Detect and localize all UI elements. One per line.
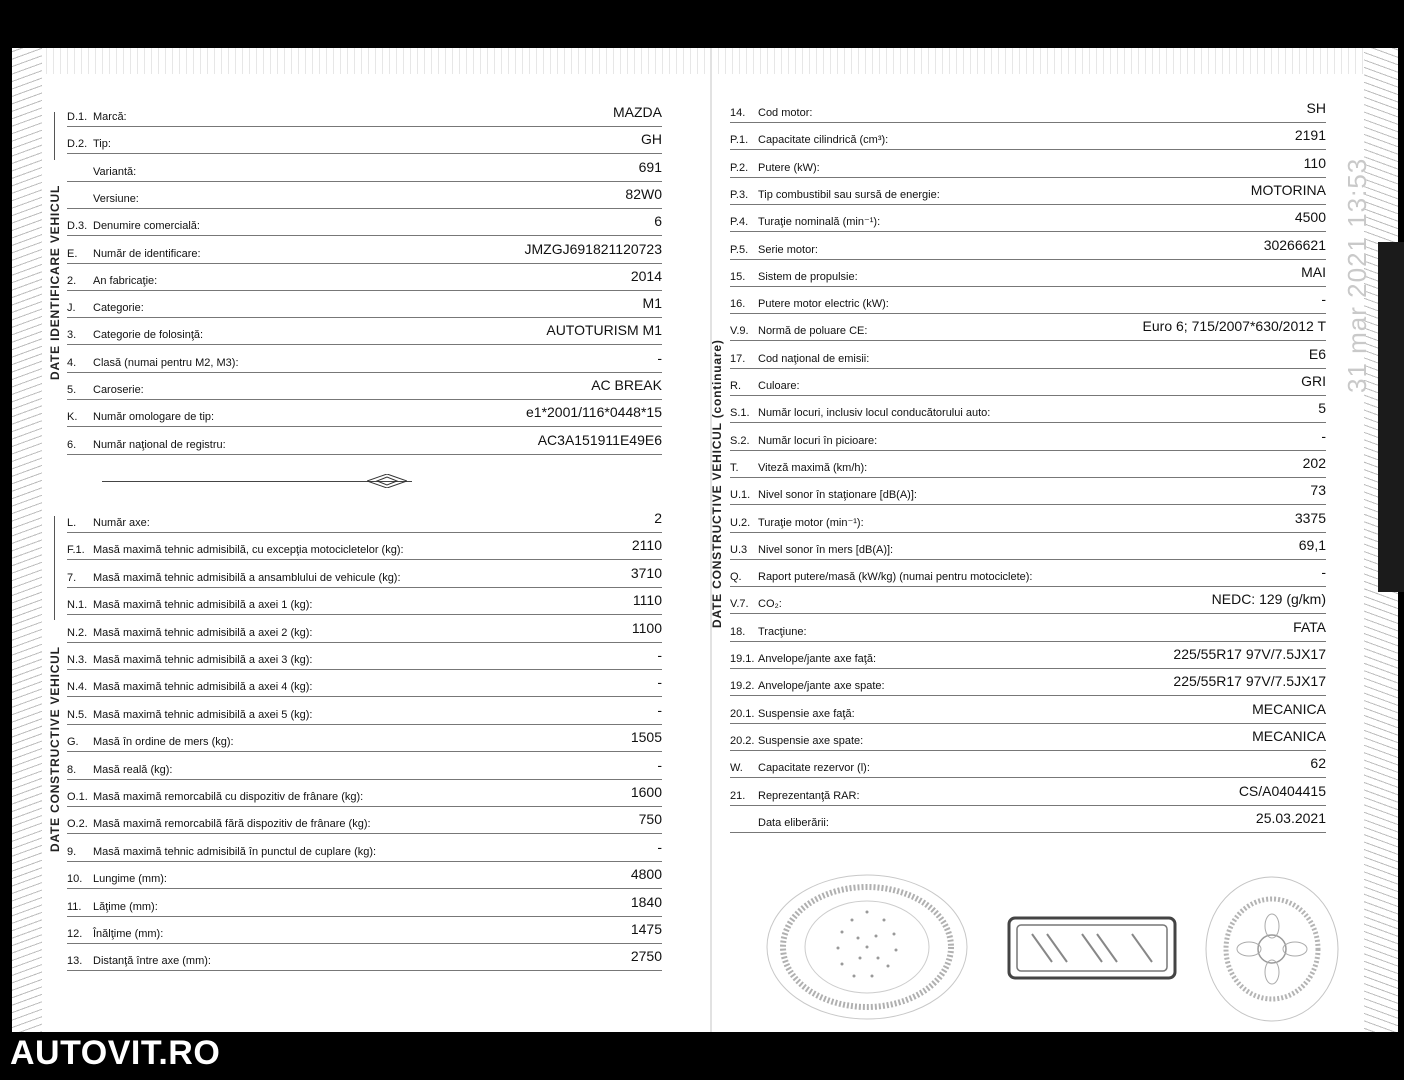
field-row: [67, 348, 662, 373]
field-label: Cod motor:: [758, 107, 813, 119]
field-code: 18.: [730, 625, 746, 638]
field-label: Număr de identificare:: [93, 247, 201, 260]
field-value: JMZGJ691821120723: [524, 240, 662, 257]
ornament-line: [102, 481, 412, 482]
field-row: [67, 919, 662, 944]
field-row: [730, 125, 1326, 150]
field-row: [67, 864, 662, 889]
field-row: [730, 808, 1326, 833]
field-value: 5: [1318, 400, 1326, 417]
field-code: P.4.: [730, 216, 749, 229]
field-code: 17.: [730, 352, 746, 365]
field-row: [730, 644, 1326, 669]
field-value: 225/55R17 97V/7.5JX17: [1173, 646, 1326, 662]
field-value: -: [657, 674, 662, 691]
field-value: -: [657, 349, 662, 366]
field-value: 3375: [1294, 509, 1326, 526]
field-label: Raport putere/masă (kW/kg) (numai pentru motociclete):: [758, 571, 1033, 584]
field-label: Număr omologare de tip:: [93, 411, 215, 424]
field-code: 12.: [67, 928, 83, 940]
section-title-continuare: DATE CONSTRUCTIVE VEHICUL (continuare): [710, 339, 724, 628]
field-code: 16.: [730, 298, 746, 311]
field-value: 2110: [631, 537, 662, 554]
field-label: Lăţime (mm):: [93, 900, 158, 913]
field-row: [730, 617, 1326, 642]
field-row: [730, 726, 1326, 751]
field-code: 19.1.: [730, 653, 755, 665]
field-row: [67, 102, 662, 127]
field-row: [67, 782, 662, 807]
field-code: 10.: [67, 873, 83, 886]
field-label: Caroserie:: [93, 384, 144, 396]
field-row: [67, 618, 662, 643]
field-code: V.9.: [730, 325, 749, 338]
field-code: D.2.: [67, 138, 88, 151]
field-code: K.: [67, 411, 78, 424]
field-row: [730, 207, 1326, 232]
field-label: Masă maximă tehnic admisibilă, cu excepţia motocicletelor (kg):: [93, 544, 404, 557]
field-code: U.2.: [730, 516, 751, 529]
field-label: Versiune:: [93, 192, 139, 205]
field-code: J.: [67, 302, 76, 315]
field-label: Anvelope/jante axe spate:: [758, 680, 885, 693]
field-value: AUTOTURISM M1: [546, 322, 662, 339]
field-label: Viteză maximă (km/h):: [758, 461, 868, 474]
field-row: [730, 453, 1326, 478]
field-row: [730, 180, 1326, 205]
field-label: Clasă (numai pentru M2, M3):: [93, 356, 239, 369]
field-code: S.1.: [730, 407, 750, 420]
rosette-seal-icon: [1202, 874, 1342, 1024]
field-label: Serie motor:: [758, 243, 818, 256]
field-code: E.: [67, 247, 78, 260]
field-code: N.1.: [67, 599, 88, 612]
field-code: 4.: [67, 356, 77, 369]
field-label: Număr naţional de registru:: [93, 438, 226, 451]
field-row: [730, 753, 1326, 778]
field-value: -: [1321, 564, 1326, 581]
field-row: [67, 892, 662, 917]
field-row: [67, 563, 662, 588]
field-label: Turaţie nominală (min⁻¹):: [758, 216, 881, 229]
field-value: 1840: [630, 893, 662, 910]
field-row: [67, 645, 662, 670]
field-code: 21.: [730, 789, 746, 802]
rar-stamp-icon: [1007, 916, 1177, 980]
field-value: 82W0: [625, 185, 662, 202]
field-label: Categorie de folosinţă:: [93, 329, 204, 342]
field-code: O.2.: [67, 818, 88, 831]
field-code: 2.: [67, 274, 77, 287]
field-label: CO₂:: [758, 598, 782, 611]
field-code: W.: [730, 762, 743, 775]
field-value: AC BREAK: [591, 377, 662, 393]
field-label: Tip combustibil sau sursă de energie:: [758, 188, 940, 201]
field-value: MAZDA: [613, 104, 662, 120]
field-row: [67, 402, 662, 427]
field-row: [67, 672, 662, 697]
field-code: O.1.: [67, 791, 88, 803]
field-label: Nivel sonor în mers [dB(A)]:: [758, 543, 894, 556]
field-label: Masă maximă tehnic admisibilă a axei 1 (kg):: [93, 599, 313, 612]
field-row: [730, 289, 1326, 314]
field-row: [730, 671, 1326, 696]
field-value: 202: [1302, 454, 1326, 471]
field-code: 19.2.: [730, 680, 755, 693]
field-row: [67, 184, 662, 209]
field-row: [730, 535, 1326, 560]
field-code: N.5.: [67, 708, 88, 721]
field-label: Tip:: [93, 138, 111, 151]
field-value: NEDC: 129 (g/km): [1211, 591, 1326, 608]
ornament-diamond-icon: [367, 474, 407, 488]
field-code: 13.: [67, 955, 83, 968]
field-row: [67, 590, 662, 615]
field-row: [730, 398, 1326, 423]
field-value: 691: [638, 158, 662, 175]
field-value: SH: [1306, 100, 1326, 116]
field-label: Suspensie axe faţă:: [758, 707, 855, 720]
field-label: Număr locuri, inclusiv locul conducătorului auto:: [758, 407, 991, 420]
field-label: Masă maximă tehnic admisibilă a axei 5 (kg):: [93, 708, 313, 721]
field-code: P.2.: [730, 161, 749, 174]
field-code: Q.: [730, 571, 742, 584]
field-value: 30266621: [1263, 236, 1326, 253]
field-code: V.7.: [730, 598, 749, 611]
field-row: [730, 699, 1326, 724]
field-label: Număr locuri în picioare:: [758, 434, 878, 447]
field-row: [730, 98, 1326, 123]
field-label: Număr axe:: [93, 517, 150, 529]
field-label: Denumire comercială:: [93, 220, 200, 233]
field-label: Înălţime (mm):: [93, 928, 164, 940]
field-row: [730, 371, 1326, 396]
field-code: G.: [67, 736, 79, 749]
field-code: F.1.: [67, 544, 85, 557]
field-code: U.1.: [730, 489, 751, 502]
field-value: MOTORINA: [1250, 181, 1326, 198]
field-row: [67, 700, 662, 725]
guilloche-top-border: [12, 48, 1398, 74]
field-code: 20.1.: [730, 707, 755, 720]
field-value: 73: [1310, 482, 1326, 499]
field-row: [67, 755, 662, 780]
field-row: [67, 375, 662, 400]
field-row: [67, 430, 662, 455]
field-label: Putere (kW):: [758, 161, 820, 174]
field-label: Masă reală (kg):: [93, 763, 173, 776]
field-label: Masă maximă tehnic admisibilă a axei 2 (kg):: [93, 626, 313, 639]
field-row: [730, 153, 1326, 178]
field-row: [730, 316, 1326, 341]
field-value: GRI: [1301, 373, 1326, 389]
field-label: Turaţie motor (min⁻¹):: [758, 516, 864, 529]
field-row: [67, 508, 662, 533]
field-label: Distanţă între axe (mm):: [93, 955, 211, 968]
field-row: [67, 266, 662, 291]
field-row: [67, 535, 662, 560]
field-code: 5.: [67, 384, 77, 396]
field-code: 14.: [730, 107, 746, 119]
field-row: [730, 426, 1326, 451]
field-value: 1110: [632, 592, 662, 609]
field-value: 6: [654, 213, 662, 230]
photo-timestamp: 31 mar 2021 13:53: [1342, 157, 1372, 393]
field-code: 6.: [67, 438, 77, 451]
field-row: [730, 480, 1326, 505]
field-row: [67, 239, 662, 264]
field-code: 9.: [67, 845, 77, 858]
field-value: 2750: [630, 948, 662, 965]
field-row: [730, 781, 1326, 806]
guilloche-left-border: [12, 48, 42, 1032]
field-value: 1100: [631, 619, 662, 636]
field-code: P.5.: [730, 243, 749, 256]
field-code: 20.2.: [730, 734, 755, 747]
field-label: Masă maximă remorcabilă fără dispozitiv de frânare (kg):: [93, 818, 371, 831]
field-value: 750: [638, 811, 662, 828]
field-code: L.: [67, 517, 77, 529]
registration-document: [12, 48, 1398, 1032]
field-value: 25.03.2021: [1255, 809, 1326, 826]
field-label: Data eliberării:: [758, 816, 829, 829]
field-row: [730, 508, 1326, 533]
field-row: [67, 809, 662, 834]
field-value: E6: [1308, 345, 1326, 362]
field-value: M1: [642, 295, 662, 312]
field-code: S.2.: [730, 434, 750, 447]
field-code: 15.: [730, 270, 746, 283]
field-value: MECANICA: [1252, 727, 1326, 744]
field-value: 2: [654, 510, 662, 526]
field-label: Culoare:: [758, 380, 800, 392]
field-label: Variantă:: [93, 165, 137, 178]
field-value: -: [657, 756, 662, 773]
field-value: FATA: [1293, 618, 1326, 635]
section-title-identificare: DATE IDENTIFICARE VEHICUL: [48, 184, 62, 380]
field-row: [730, 235, 1326, 260]
field-value: 2014: [630, 267, 662, 284]
background-edge: [1378, 242, 1404, 592]
field-value: 62: [1310, 755, 1326, 772]
field-label: Categorie:: [93, 302, 144, 315]
site-watermark: AUTOVIT.RO: [10, 1034, 221, 1072]
field-label: Masă maximă tehnic admisibilă în punctul de cuplare (kg):: [93, 845, 377, 858]
field-row: [730, 344, 1326, 369]
field-value: 69,1: [1298, 536, 1326, 553]
field-code: U.3: [730, 543, 748, 556]
field-row: [67, 293, 662, 318]
field-label: Cod naţional de emisii:: [758, 352, 870, 365]
field-value: 110: [1303, 154, 1326, 171]
field-row: [730, 589, 1326, 614]
field-row: [67, 837, 662, 862]
field-code: N.4.: [67, 681, 88, 694]
field-value: 3710: [630, 564, 662, 581]
field-label: Masă maximă tehnic admisibilă a axei 4 (kg):: [93, 681, 313, 694]
field-label: Lungime (mm):: [93, 873, 167, 886]
section-rule: [54, 112, 55, 160]
field-code: N.3.: [67, 654, 88, 666]
field-value: 4500: [1294, 209, 1326, 226]
field-label: An fabricaţie:: [93, 274, 158, 287]
field-label: Putere motor electric (kW):: [758, 298, 889, 311]
field-code: D.3.: [67, 220, 88, 233]
security-seal-icon: [764, 872, 970, 1022]
section-title-constructive: DATE CONSTRUCTIVE VEHICUL: [48, 646, 62, 852]
field-value: -: [657, 701, 662, 718]
field-label: Masă maximă tehnic admisibilă a axei 3 (kg):: [93, 654, 313, 666]
field-row: [67, 320, 662, 345]
field-code: T.: [730, 461, 739, 474]
field-value: -: [657, 647, 662, 663]
field-label: Reprezentanţă RAR:: [758, 789, 860, 802]
field-value: 2191: [1294, 127, 1326, 144]
field-value: CS/A0404415: [1238, 782, 1326, 799]
field-code: R.: [730, 380, 741, 392]
field-row: [67, 157, 662, 182]
field-code: P.1.: [730, 134, 749, 147]
field-label: Masă în ordine de mers (kg):: [93, 736, 234, 749]
field-value: -: [1321, 427, 1326, 444]
field-row: [67, 946, 662, 971]
field-code: 11.: [67, 900, 82, 913]
field-label: Sistem de propulsie:: [758, 270, 858, 283]
field-code: N.2.: [67, 626, 88, 639]
field-value: -: [657, 838, 662, 855]
field-value: 225/55R17 97V/7.5JX17: [1173, 673, 1326, 690]
field-label: Masă maximă tehnic admisibilă a ansamblului de vehicule (kg):: [93, 571, 401, 584]
field-code: 8.: [67, 763, 77, 776]
field-value: 1475: [630, 921, 662, 937]
field-value: GH: [641, 131, 662, 148]
field-row: [730, 262, 1326, 287]
field-code: 7.: [67, 571, 77, 584]
field-row: [67, 211, 662, 236]
field-label: Masă maximă remorcabilă cu dispozitiv de frânare (kg):: [93, 791, 364, 803]
field-label: Marcă:: [93, 111, 127, 123]
field-label: Normă de poluare CE:: [758, 325, 868, 338]
field-label: Anvelope/jante axe faţă:: [758, 653, 877, 665]
field-row: [67, 727, 662, 752]
field-code: D.1.: [67, 111, 88, 123]
field-value: 1600: [630, 784, 662, 800]
field-value: e1*2001/116*0448*15: [526, 404, 662, 421]
field-value: MECANICA: [1252, 700, 1326, 717]
field-value: 4800: [630, 866, 662, 883]
section-rule: [54, 516, 55, 620]
field-label: Suspensie axe spate:: [758, 734, 864, 747]
field-code: 3.: [67, 329, 77, 342]
field-value: Euro 6; 715/2007*630/2012 T: [1142, 318, 1326, 335]
field-label: Tracţiune:: [758, 625, 807, 638]
field-label: Capacitate rezervor (l):: [758, 762, 870, 775]
field-label: Capacitate cilindrică (cm³):: [758, 134, 889, 147]
field-code: P.3.: [730, 188, 749, 201]
field-row: [730, 562, 1326, 587]
field-value: AC3A151911E49E6: [537, 431, 662, 448]
field-label: Nivel sonor în staţionare [dB(A)]:: [758, 489, 917, 502]
field-value: MAI: [1301, 263, 1326, 280]
field-row: [67, 129, 662, 154]
field-value: 1505: [630, 729, 662, 746]
field-value: -: [1321, 291, 1326, 308]
